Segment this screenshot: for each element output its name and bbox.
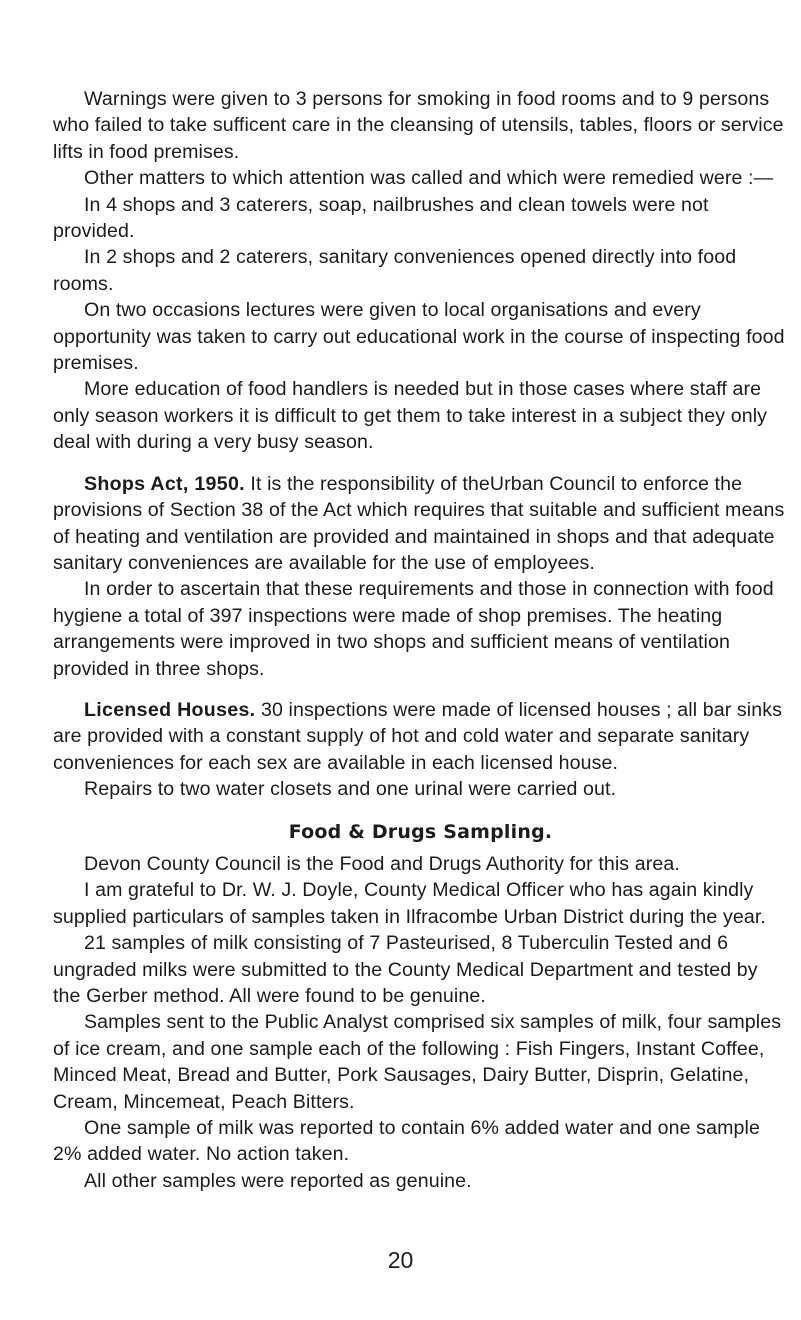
document-page [53, 86, 788, 1194]
paragraph-public-analyst: Samples sent to the Public Analyst comprised six samples of milk, four samples of ice cream, and one sample each of the following : Fish Fingers, Instant Coffee, Minced Meat, Bread and Butter, Pork Sausages, Dairy Butter, Disprin, Gelatine, Cream, Mincemeat, Peach Bitters. [53, 1011, 782, 1113]
paragraph-soap-towels: In 4 shops and 3 caterers, soap, nailbrushes and clean towels were not provided. [53, 193, 709, 243]
paragraph-other-matters: Other matters to which attention was called and which were remedied were :— [84, 167, 774, 190]
text-shops-act: It is the responsibility of theUrban Council to enforce the provisions of Section 38 of the Act which requires that suitable and sufficient means of heating and ventilation are provided and maintained in shops and that adequate sanitary conveniences are available for the use of employees. [53, 472, 785, 574]
paragraph-repairs: Repairs to two water closets and one urinal were carried out. [84, 778, 617, 801]
paragraph-shops-act [53, 471, 788, 577]
paragraph-warnings: Warnings were given to 3 persons for smoking in food rooms and to 9 persons who failed to take sufficent care in the cleansing of utensils, tables, floors or service lifts in food premises. [53, 88, 784, 163]
paragraph-lectures: On two occasions lectures were given to local organisations and every opportunity was taken to carry out educational work in the course of inspecting food premises. [53, 299, 785, 375]
paragraph-devon-authority: Devon County Council is the Food and Drugs Authority for this area. [84, 852, 680, 875]
page-number: 20 [387, 1247, 414, 1273]
section-shops-act [53, 471, 788, 682]
section-food-drugs [53, 819, 788, 1195]
paragraph-genuine: All other samples were reported as genuine. [84, 1169, 472, 1192]
heading-licensed-houses: Licensed Houses. [84, 698, 256, 721]
paragraph-milk-samples: 21 samples of milk consisting of 7 Pasteurised, 8 Tuberculin Tested and 6 ungraded milks were submitted to the County Medical Department and tested by the Gerber method. All were found to be genuine. [53, 932, 758, 1007]
paragraph-added-water: One sample of milk was reported to contain 6% added water and one sample 2% added water. No action taken. [53, 1117, 760, 1166]
heading-food-drugs: Food & Drugs Sampling. [288, 820, 553, 843]
paragraph-licensed-houses [53, 697, 788, 776]
text-licensed-houses: 30 inspections were made of licensed houses ; all bar sinks are provided with a constant supply of hot and cold water and separate sanitary conveniences for each sex are available in each licensed house. [53, 698, 783, 774]
paragraph-education: More education of food handlers is needed but in those cases where staff are only season workers it is difficult to get them to take interest in a subject they only deal with during a very busy season. [53, 378, 768, 454]
heading-shops-act: Shops Act, 1950. [84, 472, 245, 495]
paragraph-shop-inspections: In order to ascertain that these requirements and those in connection with food hygiene a total of 397 inspections were made of shop premises. The heating arrangements were improved in two shops and sufficient means of ventilation provided in three shops. [53, 578, 774, 680]
paragraph-sanitary-conveniences: In 2 shops and 2 caterers, sanitary conveniences opened directly into food rooms. [53, 246, 737, 295]
paragraph-grateful: I am grateful to Dr. W. J. Doyle, County Medical Officer who has again kindly supplied particulars of samples taken in Ilfracombe Urban District during the year. [53, 879, 766, 928]
section-licensed-houses [53, 697, 788, 803]
